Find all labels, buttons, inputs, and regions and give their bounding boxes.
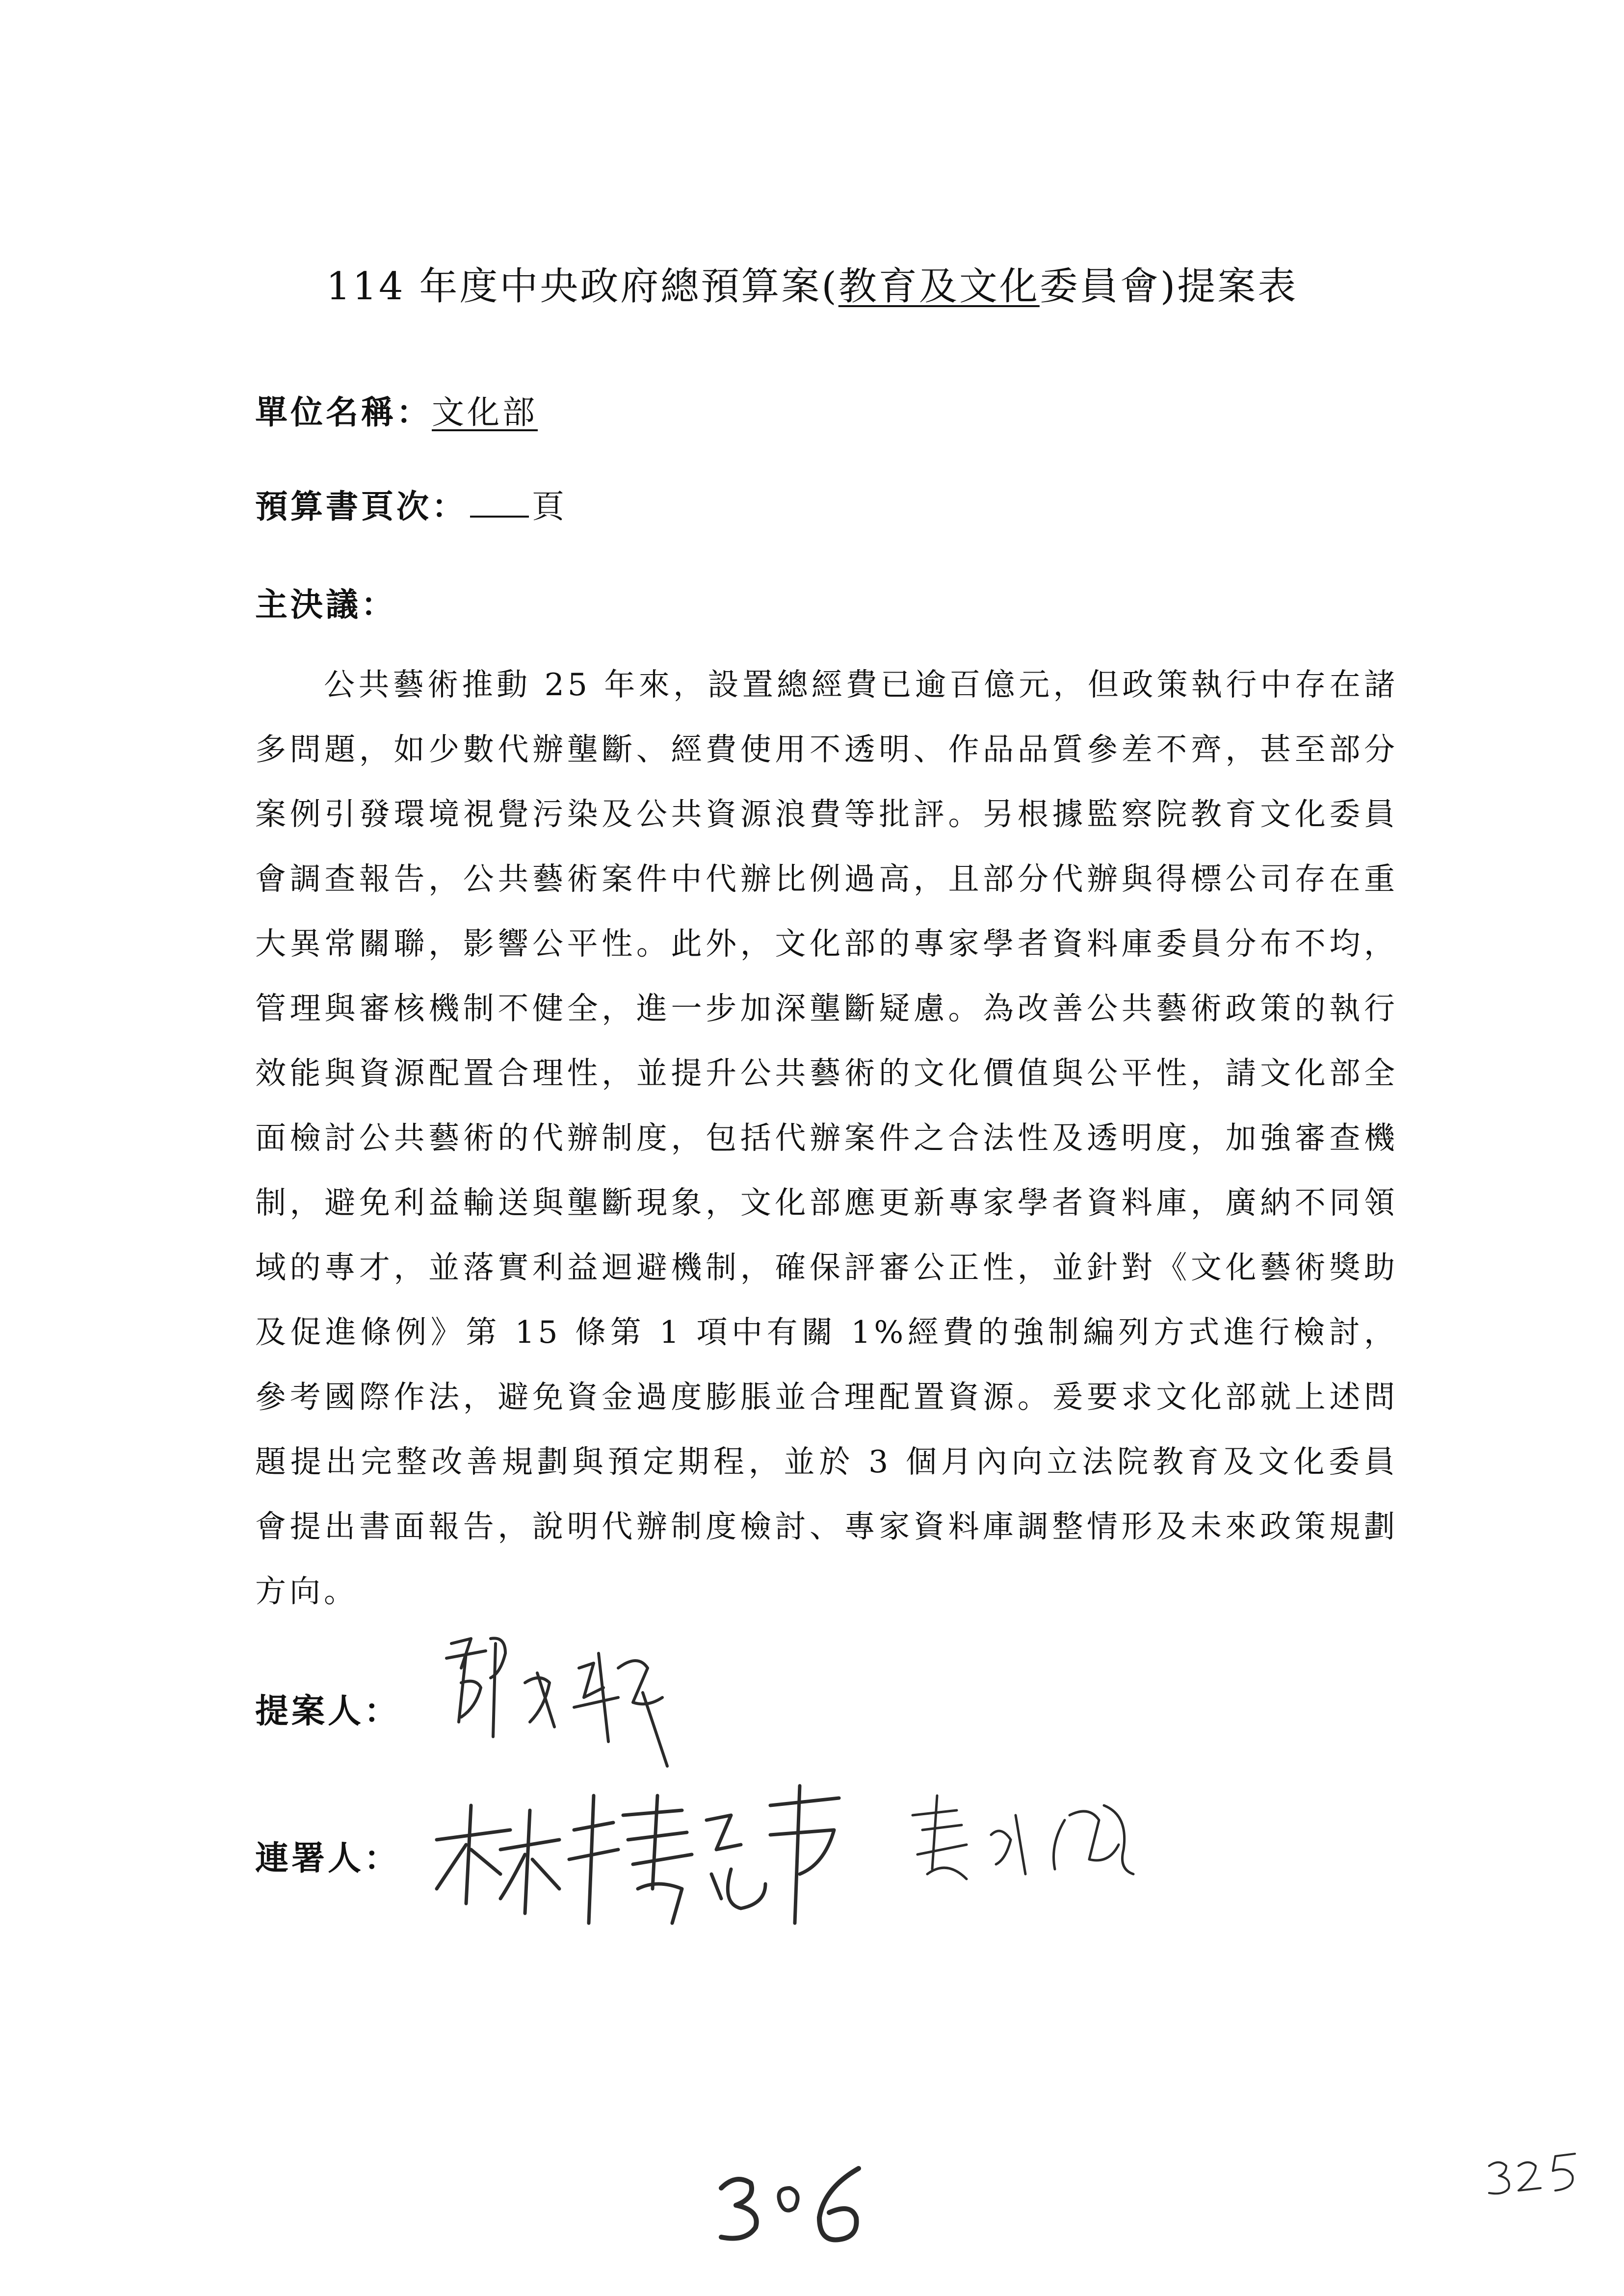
budget-page-blank — [470, 511, 529, 518]
proposer-signature — [432, 1624, 697, 1781]
cosigner-signature-2 — [903, 1786, 1178, 1894]
unit-name-label: 單位名稱： — [255, 393, 432, 431]
cosigner-signature-1 — [427, 1776, 859, 1943]
unit-name-value: 文化部 — [432, 393, 538, 431]
cosigner-label: 連署人： — [255, 1839, 401, 1878]
unit-name-field — [255, 393, 538, 431]
budget-page-field — [255, 488, 567, 525]
handwritten-corner-number — [1482, 2144, 1590, 2203]
handwritten-page-number — [707, 2159, 883, 2247]
page-title — [0, 264, 1624, 309]
main-resolution-heading — [255, 586, 396, 624]
budget-page-unit: 頁 — [532, 488, 567, 525]
main-resolution-text: 公共藝術推動 25 年來，設置總經費已逾百億元，但政策執行中存在諸多問題，如少數代辦壟斷、經費使用不透明、作品品質參差不齊，甚至部分案例引發環境視覺污染及公共資源浪費等批評。另根據監察院教育文化委員會調查報告，公共藝術案件中代辦比例過高，且部分代辦與得標公司存在重大異常關聯，影響公平性。此外，文化部的專家學者資料庫委員分布不均，管理與審核機制不健全，進一步加深壟斷疑慮。為改善公共藝術政策的執行效能與資源配置合理性，並提升公共藝術的文化價值與公平性，請文化部全面檢討公共藝術的代辦制度，包括代辦案件之合法性及透明度，加強審查機制，避免利益輸送與壟斷現象，文化部應更新專家學者資料庫，廣納不同領域的專才，並落實利益迴避機制，確保評審公正性，並針對《文化藝術獎助及促進條例》第 15 條第 1 項中有關 1%經費的強制編列方式進行檢討，參考國際作法，避免資金過度膨脹並合理配置資源。爰要求文化部就上述問題提出完整改善規劃與預定期程，並於 3 個月內向立法院教育及文化委員會提出書面報告，說明代辦制度檢討、專家資料庫調整情形及未來政策規劃方向。 — [255, 667, 1398, 1609]
title-prefix: 114 年度中央政府總預算案( — [326, 264, 838, 309]
budget-page-label: 預算書頁次： — [255, 488, 467, 525]
title-suffix: 委員會)提案表 — [1039, 264, 1298, 309]
title-committee: 教育及文化 — [838, 264, 1040, 309]
proposer-label: 提案人： — [255, 1692, 401, 1731]
main-resolution-label: 主決議： — [255, 586, 396, 624]
